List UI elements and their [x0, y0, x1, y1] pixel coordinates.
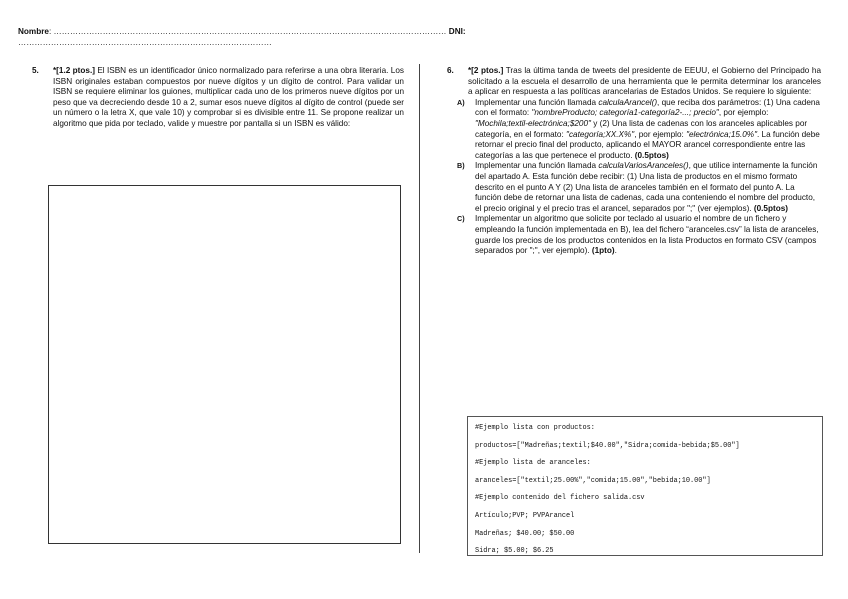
- code-line: Sidra; $5.00; $6.25: [475, 547, 554, 556]
- code-line: aranceles=["textil;25.00%","comida;15.00","bebida;10.00"]: [475, 476, 711, 485]
- part-c-letter: C): [457, 214, 465, 224]
- code-example-box: [467, 416, 823, 556]
- part-a-letter: A): [457, 97, 465, 107]
- question-5-points: *[1.2 ptos.]: [53, 66, 95, 75]
- code-line: #Ejemplo lista de aranceles:: [475, 459, 591, 468]
- dni-label: DNI: [448, 27, 463, 36]
- question-6-points: *[2 ptos.]: [468, 66, 504, 75]
- name-dni-line: Nombre: ……………………………………………………………………………………………………………………………… DNI:: [18, 27, 466, 36]
- function-name-b: calculaVariosAranceles(): [598, 161, 689, 171]
- question-6: [447, 66, 821, 257]
- code-line: Artículo;PVP; PVPArancel: [475, 511, 575, 520]
- code-line: #Ejemplo contenido del fichero salida.csv: [475, 494, 645, 503]
- question-5-number: 5.: [32, 66, 39, 75]
- part-c-points: (1pto): [591, 246, 615, 256]
- nombre-field: : ………………………………………………………………………………………………………………………………: [48, 27, 447, 36]
- student-info-header: [18, 26, 828, 48]
- part-b-points: (0.5ptos): [753, 203, 788, 213]
- question-6-part-c: C) Implementar un algoritmo que solicite por teclado al usuario el nombre de un fichero y empleando la función implementada en B), lea del fichero “aranceles.csv” la lista de aranceles, guarde los precios de los productos contenidos en la lista Productos en formato CSV (campos separados por ";", ver ejemplo). (1pto).: [457, 214, 819, 256]
- question-5: [32, 66, 404, 130]
- code-line: #Ejemplo lista con productos:: [475, 424, 595, 432]
- question-5-answer-box[interactable]: [48, 185, 401, 544]
- question-6-part-b: B) Implementar una función llamada calculaVariosAranceles(), que utilice internamente la función del apartado A. Esta función debe recibir: (1) Una lista de productos en el mismo formato descrito en el punto A Y (2) Una lista de aranceles también en el formato del punto A. La función debe de retornar una lista de cadenas, cada una conteniendo el nombre del producto, el precio original y el precio tras el arancel, separados por ";" (ver ejemplos). (0.5ptos): [457, 161, 818, 213]
- function-name-a: calculaArancel(): [598, 97, 658, 107]
- column-divider: [419, 64, 420, 553]
- part-a-points: (0.5ptos): [634, 150, 669, 160]
- question-5-text: *[1.2 ptos.] El ISBN es un identificador único normalizado para referirse a una obra literaria. Los ISBN originales estaban compuestos por nueve dígitos y un dígito de control. Para validar un ISBN se requiere eliminar los guiones, multiplicar cada uno de los primeros nueve dígitos por un peso que va decreciendo desde 10 a 2, sumar esos nueve dígitos al dígito de control (puede ser un número o la letra X, que vale 10) y comprobar si es divisible entre 11. Se propone realizar un algoritmo que pida por teclado, valide y muestre por pantalla si un ISBN es válido:: [53, 66, 404, 128]
- code-line: productos=["Madreñas;textil;$40.00","Sidra;comida-bebida;$5.00"]: [475, 441, 740, 450]
- part-b-letter: B): [457, 161, 465, 171]
- code-line: Madreñas; $40.00; $50.00: [475, 529, 575, 538]
- question-6-intro: *[2 ptos.] Tras la última tanda de tweets del presidente de EEUU, el Gobierno del Principado ha solicitado a la escuela el desarrollo de una herramienta que le permita determinar los aranceles a aplicar en respuesta a las políticas arancelarias de Estados Unidos. Se requiere lo siguiente:: [468, 66, 821, 97]
- dni-field: …………………………………………………………………………………: [18, 38, 272, 47]
- question-6-part-a: A) Implementar una función llamada calculaArancel(), que reciba dos parámetros: (1) Una cadena con el formato: "nombreProducto; categoría1-categoría2-...; precio", por ejemplo: "Mochila;textil-electrónica;$200" y (2) Una lista de cadenas con los aranceles aplicables por categoría, en el formato: "categoría;XX.X%", por ejemplo: "electrónica;15.0%". La función debe retornar el precio final del producto, aplicando el MAYOR arancel correspondiente entre las categorías a las que pertenece el producto. (0.5ptos): [457, 97, 820, 160]
- question-6-number: 6.: [447, 66, 454, 75]
- nombre-label: Nombre: [18, 27, 49, 36]
